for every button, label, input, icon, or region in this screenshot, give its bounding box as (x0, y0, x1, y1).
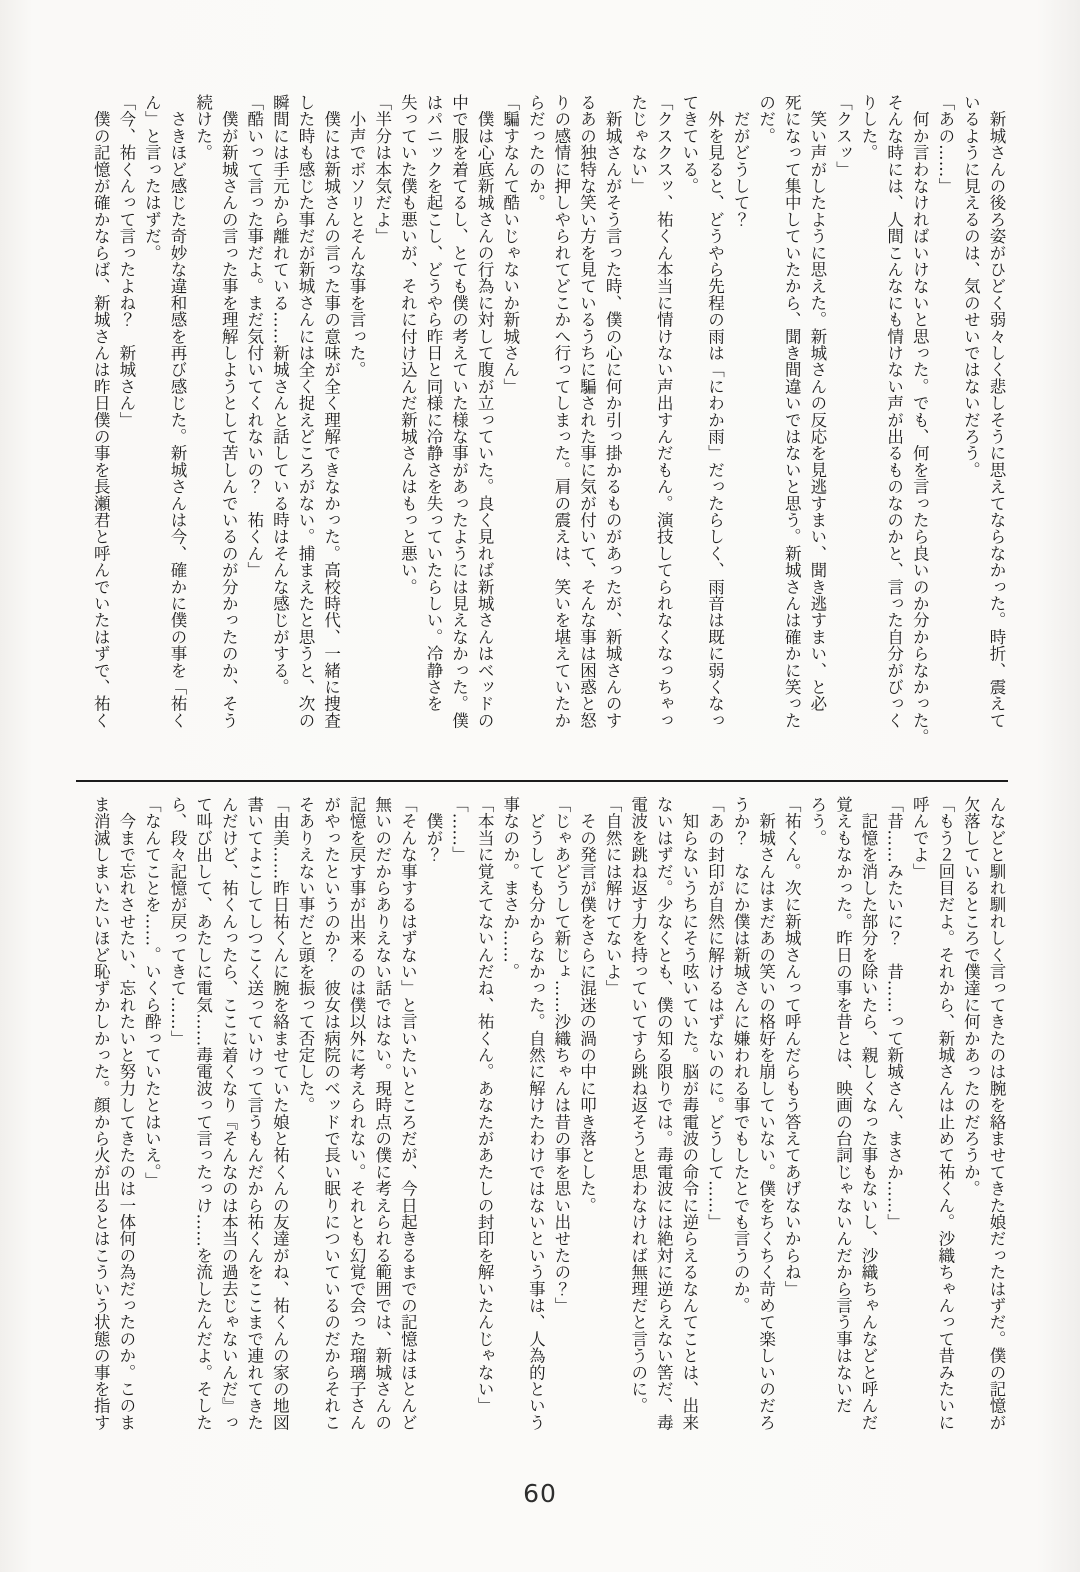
text-column: だがどうして？ (731, 94, 751, 228)
text-column: 「あの封印が自然に解けるはずないのに。どうして……」 (705, 796, 725, 1231)
text-column: 新城さんはまだあの笑いの格好を崩していない。僕をちくちく苛めて楽しいのだろ (756, 796, 776, 1431)
text-column: 欠落しているところで僕達に何かあったのだろうか。 (961, 796, 981, 1197)
text-column: そんな時には、人間こんなにも情けない声が出るものなのかと、言った自分がびっく (884, 94, 904, 729)
text-column: ろう。 (807, 796, 827, 847)
text-column: 中で服を着てるし、とても僕の考えていた様な事があったようには見えなかった。僕 (449, 94, 469, 729)
text-column: たじゃない」 (628, 94, 648, 195)
text-column: 「今、祐くんって言ったよね？ 新城さん」 (116, 94, 136, 428)
text-column: 記憶を消した部分を除いたら、親しくなった事もないし、沙織ちゃんなどと呼んだ (859, 796, 879, 1431)
text-column: 「……」 (449, 796, 469, 863)
text-column: ま消滅しまいたいほど恥ずかしかった。顔から火が出るとはこういう状態の事を指す (91, 796, 111, 1431)
text-column: 記憶を戻す事が出来るのは僕以外に考えられない。それとも幻覚で会った瑠璃子さん (347, 796, 367, 1431)
text-column: ら、段々記憶が戻ってきて……」 (168, 796, 187, 1047)
text-column: 僕が？ (423, 796, 443, 863)
text-column: るあの独特な笑い方を見ているうちに騙された事に気が付いて、そんな事は困惑と怒 (577, 94, 597, 729)
text-column: 今まで忘れさせたい、忘れたいと努力してきたのは一体何の為だったのか。このま (116, 796, 136, 1431)
text-column: りの感情に押しやられてどこかへ行ってしまった。肩の震えは、笑いを堪えていたか (551, 94, 571, 729)
text-column: 「酷いって言った事だよ。まだ気付いてくれないの？ 祐くん」 (244, 94, 264, 579)
text-column: 「そんな事するはずない」と言いたいところだが、今日起きるまでの記憶はほとんど (398, 796, 418, 1431)
text-column: 新城さんがそう言った時、僕の心に何か引っ掛かるものがあったが、新城さんのす (603, 94, 623, 729)
text-column: 死になって集中していたから、聞き間違いではないと思う。新城さんは確かに笑った (782, 94, 802, 729)
text-column: 僕は心底新城さんの行為に対して腹が立っていた。良く見れば新城さんはベッドの (475, 94, 495, 729)
text-column: どうしても分からなかった。自然に解けたわけではないという事は、人為的という (526, 796, 546, 1431)
text-column: さきほど感じた奇妙な違和感を再び感じた。新城さんは今、確かに僕の事を「祐く (168, 94, 187, 729)
text-column: んだけど、祐くんったら、ここに着くなり『そんなのは本当の過去じゃないんだ』っ (219, 796, 239, 1431)
text-column: 僕の記憶が確かならば、新城さんは昨日僕の事を長瀬君と呼んでいたはずで、祐く (91, 94, 111, 729)
text-column: 何か言わなければいけないと思った。でも、何を言ったら良いのか分からなかった。 (910, 94, 930, 746)
text-column: ないはずだ。少なくとも、僕の知る限りでは。毒電波には絶対に逆らえない筈だ、毒 (654, 796, 674, 1431)
text-column: 知らないうちにそう呟いていた。脳が毒電波の命令に逆らえるなんてことは、出来 (679, 796, 699, 1431)
text-column: 「本当に覚えてないんだね、祐くん。あなたがあたしの封印を解いたんじゃない」 (475, 796, 495, 1414)
text-column: 事なのか。まさか……。 (500, 796, 520, 980)
text-column: 書いてよこしてしつこく送っていけって言うもんだから祐くんをここまで連れてきた (244, 796, 264, 1431)
text-column: 小声でボソリとそんな事を言った。 (347, 94, 367, 378)
text-column: 「もう２回目だよ。それから、新城さんは止めて祐くん。沙織ちゃんって昔みたいに (935, 796, 955, 1431)
text-column: らだったのか。 (526, 94, 546, 211)
text-column: 「クスクスッ、祐くん本当に情けない声出すんだもん。演技してられなくなっちゃっ (654, 94, 674, 729)
text-column: はパニックを起こし、どうやら昨日と同様に冷静さを失っていたらしい。冷静さを (423, 94, 443, 712)
text-column: 笑い声がしたように思えた。新城さんの反応を見逃すまい、聞き逃すまい、と必 (807, 94, 827, 712)
text-column: がやったというのか？ 彼女は病院のベッドで長い眠りについているのだからそれこ (321, 796, 341, 1431)
text-column: ん」と言ったはずだ。 (142, 94, 162, 261)
text-column: うか？ なにか僕は新城さんに嫌われる事でもしたとでも言うのか。 (731, 796, 751, 1314)
text-column: 「あの……」 (935, 94, 955, 195)
bottom-text-block (85, 796, 1009, 1478)
text-column: んなどと馴れ馴れしく言ってきたのは腕を絡ませてきた娘だったはずだ。僕の記憶が (987, 796, 1006, 1431)
text-column: 僕が新城さんの言った事を理解しようとして苦しんでいるのが分かったのか、そう (219, 94, 239, 729)
text-column: りした。 (859, 94, 879, 161)
text-column: 続けた。 (193, 94, 213, 161)
text-column: て叫び出して、あたしに電気……毒電波って言ったっけ……を流したんだよ。そした (193, 796, 213, 1431)
text-column: 「じゃあどうして新じょ……沙織ちゃんは昔の事を思い出せたの？」 (551, 796, 571, 1314)
text-column: 「由美……昨日祐くんに腕を絡ませていた娘と祐くんの友達がね、祐くんの家の地図 (270, 796, 290, 1431)
text-column: 「自然には解けてないよ」 (603, 796, 623, 997)
text-column: 「昔……みたいに？ 昔……って新城さん、まさか……」 (884, 796, 904, 1231)
text-column: 「クスッ」 (833, 94, 853, 178)
text-column: 瞬間には手元から離れている……新城さんと話している時はそんな感じがする。 (270, 94, 290, 696)
text-column: 失っていた僕も悪いが、それに付け込んだ新城さんはもっと悪い。 (398, 94, 418, 595)
text-column: 無いのだからありえない話ではない。現時点の僕に考えられる範囲では、新城さんの (372, 796, 392, 1431)
text-column: てきている。 (679, 94, 699, 195)
top-text-block (85, 94, 1009, 776)
text-column: 呼んでよ」 (910, 796, 930, 880)
text-column: 「なんてことを……。いくら酔っていたとはいえ。」 (142, 796, 162, 1189)
text-column: いるように見えるのは、気のせいではないだろう。 (961, 94, 981, 479)
text-column: 外を見ると、どうやら先程の雨は「にわか雨」だったらしく、雨音は既に弱くなっ (705, 94, 725, 729)
page-number: 60 (523, 1479, 557, 1508)
text-column: 僕には新城さんの言った事の意味が全く理解できなかった。高校時代、一緒に捜査 (321, 94, 341, 729)
text-column: 「騙すなんて酷いじゃないか新城さん」 (500, 94, 520, 395)
text-column: 覚えもなかった。昨日の事を昔とは、映画の台詞じゃないんだから言う事はないだ (833, 796, 853, 1414)
text-column: そありえない事だと頭を振って否定した。 (295, 796, 315, 1114)
text-column: した時も感じた事だが新城さんには全く捉えどころがない。捕まえたと思うと、次の (295, 94, 315, 729)
text-column: のだ。 (756, 94, 776, 145)
text-column: その発言が僕をさらに混迷の渦の中に叩き落とした。 (577, 796, 597, 1214)
text-column: 「祐くん。次に新城さんって呼んだらもう答えてあげないからね」 (782, 796, 802, 1297)
text-column: 「半分は本気だよ」 (372, 94, 392, 245)
section-divider (76, 780, 1008, 782)
text-column: 新城さんの後ろ姿がひどく弱々しく悲しそうに思えてならなかった。時折、震えて (987, 94, 1006, 729)
text-column: 電波を跳ね返す力を持っていてすら跳ね返そうと思わなければ無理だと言うのに。 (628, 796, 648, 1414)
